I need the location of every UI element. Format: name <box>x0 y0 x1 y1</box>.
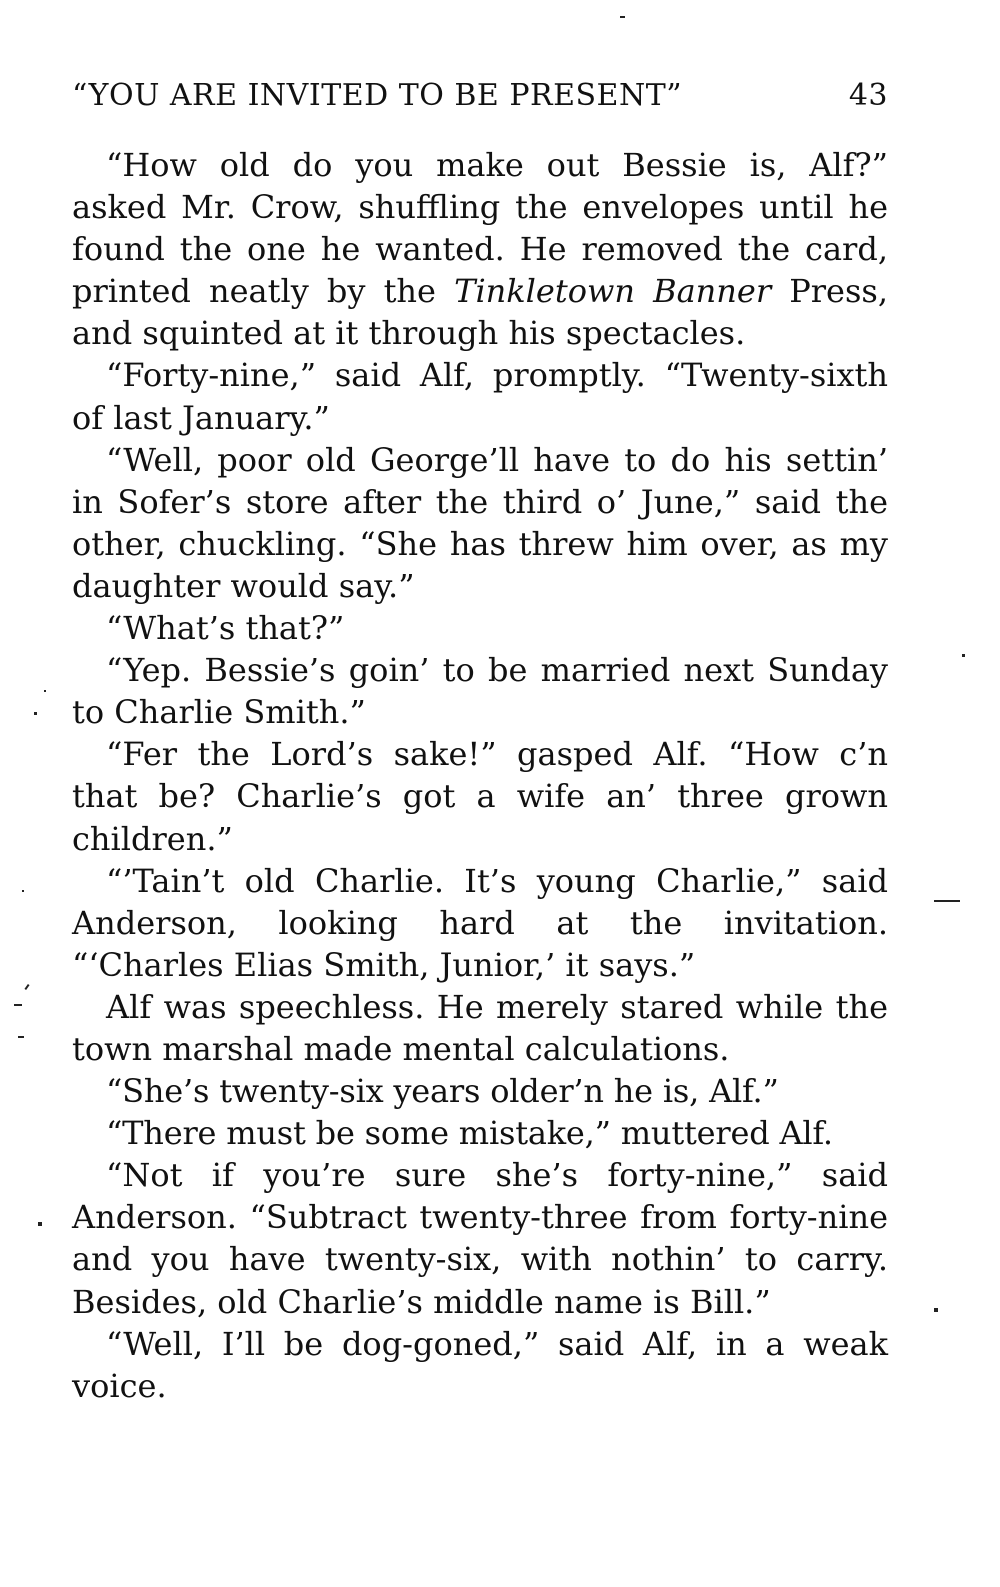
paragraph: “She’s twenty-six years older’n he is, Alf.” <box>106 1072 779 1111</box>
paragraph: “Fer the Lord’s sake!” gasped Alf. “How c’n that be? Charlie’s got a wife an’ three grown children.” <box>72 735 888 858</box>
paragraph: “What’s that?” <box>106 609 345 648</box>
paragraph: “Yep. Bessie’s goin’ to be married next Sunday to Charlie Smith.” <box>72 651 888 732</box>
body-text <box>72 144 888 1407</box>
scan-speck <box>22 890 24 892</box>
book-page <box>72 74 888 1407</box>
page-number: 43 <box>848 78 888 113</box>
paragraph: “Well, I’ll be dog-goned,” said Alf, in a weak voice. <box>72 1324 888 1405</box>
scan-speck <box>24 984 29 990</box>
scan-speck <box>34 712 37 715</box>
scan-speck <box>934 1308 938 1312</box>
running-head <box>72 74 888 118</box>
paragraph: “Forty-nine,” said Alf, promptly. “Twenty-sixth of last January.” <box>72 356 888 437</box>
newspaper-name: Tinkletown Banner <box>454 272 772 311</box>
scan-speck <box>44 690 46 692</box>
scan-speck <box>14 1004 22 1006</box>
scan-speck <box>18 1036 24 1038</box>
paragraph: “How old do you make out Bessie is, Alf?” asked Mr. Crow, shuffling the envelopes until he found the one he wanted. He removed the card, printed neatly by the Tinkletown Banner Press, and squinted at it through his spectacles. <box>72 146 889 353</box>
paragraph: “’Tain’t old Charlie. It’s young Charlie,” said Anderson, looking hard at the invitation. “‘Charles Elias Smith, Junior,’ it says.” <box>72 861 888 984</box>
scan-speck <box>962 654 965 657</box>
scan-speck <box>38 1222 42 1226</box>
scan-speck <box>934 900 960 902</box>
chapter-title: “YOU ARE INVITED TO BE PRESENT” <box>72 78 683 113</box>
paragraph: Alf was speechless. He merely stared while the town marshal made mental calculations. <box>72 987 888 1068</box>
paragraph: “Not if you’re sure she’s forty-nine,” said Anderson. “Subtract twenty-three from forty-nine and you have twenty-six, with nothin’ to carry. Besides, old Charlie’s middle name is Bill.” <box>72 1156 888 1321</box>
paragraph: “Well, poor old George’ll have to do his settin’ in Sofer’s store after the third o’ June,” said the other, chuckling. “She has threw him over, as my daughter would say.” <box>72 440 888 605</box>
scan-speck <box>620 16 625 18</box>
paragraph: “There must be some mistake,” muttered Alf. <box>106 1114 833 1153</box>
